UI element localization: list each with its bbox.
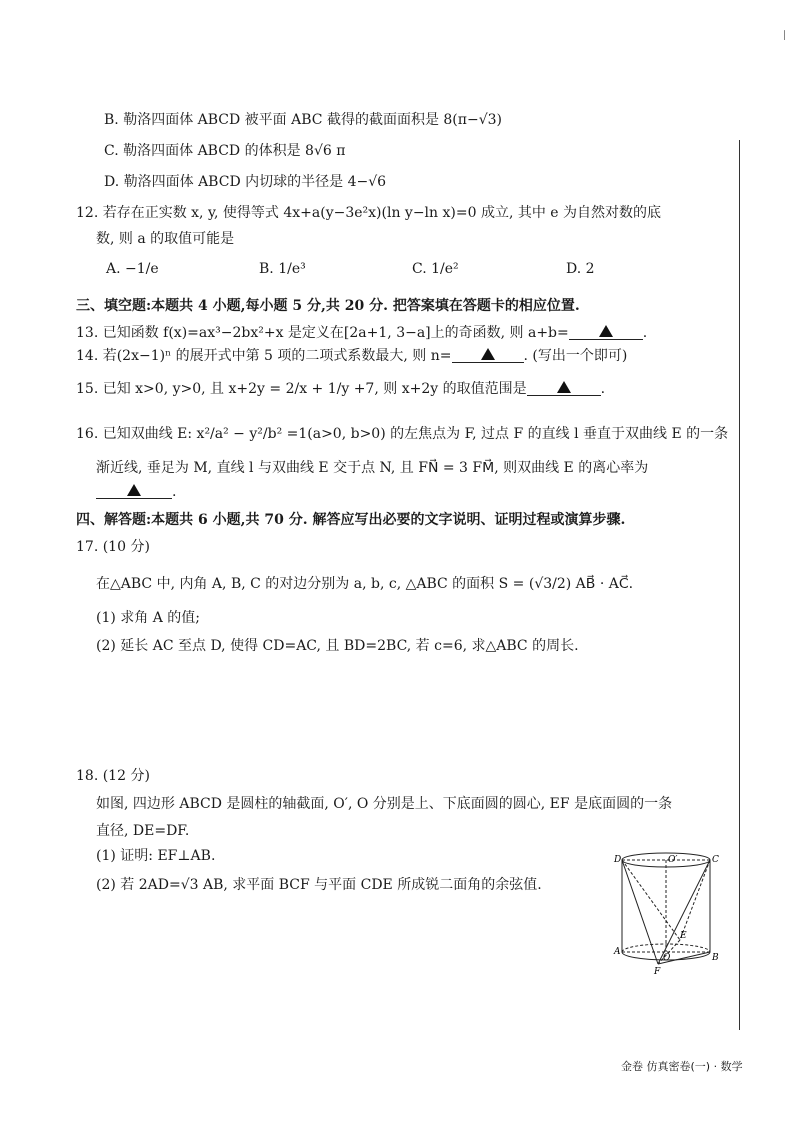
q17-stem: 在△ABC 中, 内角 A, B, C 的对边分别为 a, b, c, △ABC 的面积 S = (√3/2) AB⃗ · AC⃗.: [96, 576, 634, 592]
answer-triangle-icon: [127, 484, 141, 496]
q18-line2: 直径, DE=DF.: [96, 823, 190, 839]
answer-triangle-icon: [599, 325, 613, 337]
q18-part1: (1) 证明: EF⊥AB.: [96, 848, 216, 864]
segment-ce: [680, 860, 710, 940]
q18-part2: (2) 若 2AD=√3 AB, 求平面 BCF 与平面 CDE 所成锐二面角的余弦值.: [96, 877, 542, 893]
q15: [76, 379, 605, 399]
page-corner-mark: ∣: [782, 30, 787, 41]
answer-triangle-icon: [481, 348, 495, 360]
label-b: B: [712, 953, 719, 963]
q18-head: 18. (12 分): [76, 768, 150, 784]
q16-line2: 渐近线, 垂足为 M, 直线 l 与双曲线 E 交于点 N, 且 FN⃗ = 3 FM⃗, 则双曲线 E 的离心率为: [96, 460, 649, 476]
label-c: C: [712, 855, 719, 865]
label-a: A: [614, 947, 621, 957]
q12-option-c: C. 1/e²: [412, 261, 459, 277]
q12-option-d: D. 2: [566, 261, 595, 277]
q17-part2: (2) 延长 AC 至点 D, 使得 CD=AC, 且 BD=2BC, 若 c=6, 求△ABC 的周长.: [96, 638, 579, 654]
q16-line3: [96, 482, 176, 502]
q11-option-c: C. 勒洛四面体 ABCD 的体积是 8√6 π: [104, 143, 346, 159]
q17-part1: (1) 求角 A 的值;: [96, 610, 201, 626]
q14-answer-blank: [452, 346, 524, 363]
q14-tail: . (写出一个即可): [523, 348, 628, 364]
q12-line1: 12. 若存在正实数 x, y, 使得等式 4x+a(y−3e²x)(ln y−ln x)=0 成立, 其中 e 为自然对数的底: [76, 205, 662, 221]
q12-line2: 数, 则 a 的取值可能是: [96, 231, 235, 247]
q14-text: 14. 若(2x−1)ⁿ 的展开式中第 5 项的二项式系数最大, 则 n=: [76, 348, 452, 364]
q18-line1: 如图, 四边形 ABCD 是圆柱的轴截面, O′, O 分别是上、下底面圆的圆心, EF 是底面圆的一条: [96, 796, 673, 812]
label-o1: O′: [668, 855, 678, 865]
label-e: E: [680, 931, 687, 941]
q16-line1: 16. 已知双曲线 E: x²/a² − y²/b² =1(a>0, b>0) 的左焦点为 F, 过点 F 的直线 l 垂直于双曲线 E 的一条: [76, 426, 729, 442]
label-f: F: [654, 967, 661, 977]
q15-tail: .: [600, 381, 606, 397]
section3-heading: 三、填空题:本题共 4 小题,每小题 5 分,共 20 分. 把答案填在答题卡的相应位置.: [76, 298, 580, 314]
q15-answer-blank: [527, 379, 601, 396]
q11-option-d: D. 勒洛四面体 ABCD 内切球的半径是 4−√6: [104, 174, 387, 190]
q14: [76, 346, 627, 366]
q13-text: 13. 已知函数 f(x)=ax³−2bx²+x 是定义在[2a+1, 3−a]上的奇函数, 则 a+b=: [76, 325, 569, 341]
q11-option-b: B. 勒洛四面体 ABCD 被平面 ABC 截得的截面面积是 8(π−√3): [104, 112, 502, 128]
cylinder-figure: [614, 848, 718, 976]
q15-text: 15. 已知 x>0, y>0, 且 x+2y = 2/x + 1/y +7, 则 x+2y 的取值范围是: [76, 381, 527, 397]
q12-option-a: A. −1/e: [106, 261, 159, 277]
q13-tail: .: [642, 325, 648, 341]
q17-head: 17. (10 分): [76, 539, 150, 555]
section4-heading: 四、解答题:本题共 6 小题,共 70 分. 解答应写出必要的文字说明、证明过程或演算步骤.: [76, 512, 626, 528]
page-footer: 金卷 仿真密卷(一) · 数学: [621, 1060, 743, 1073]
label-d: D: [614, 855, 622, 865]
q12-option-b: B. 1/e³: [259, 261, 306, 277]
answer-triangle-icon: [557, 381, 571, 393]
margin-rule: [739, 140, 740, 1030]
cylinder-diagram: [614, 848, 718, 976]
q13-answer-blank: [569, 323, 643, 340]
q16-tail: .: [172, 484, 177, 500]
q13: [76, 323, 647, 343]
segment-de: [622, 860, 680, 940]
q16-answer-blank: [96, 482, 172, 499]
label-o: O: [663, 953, 671, 963]
